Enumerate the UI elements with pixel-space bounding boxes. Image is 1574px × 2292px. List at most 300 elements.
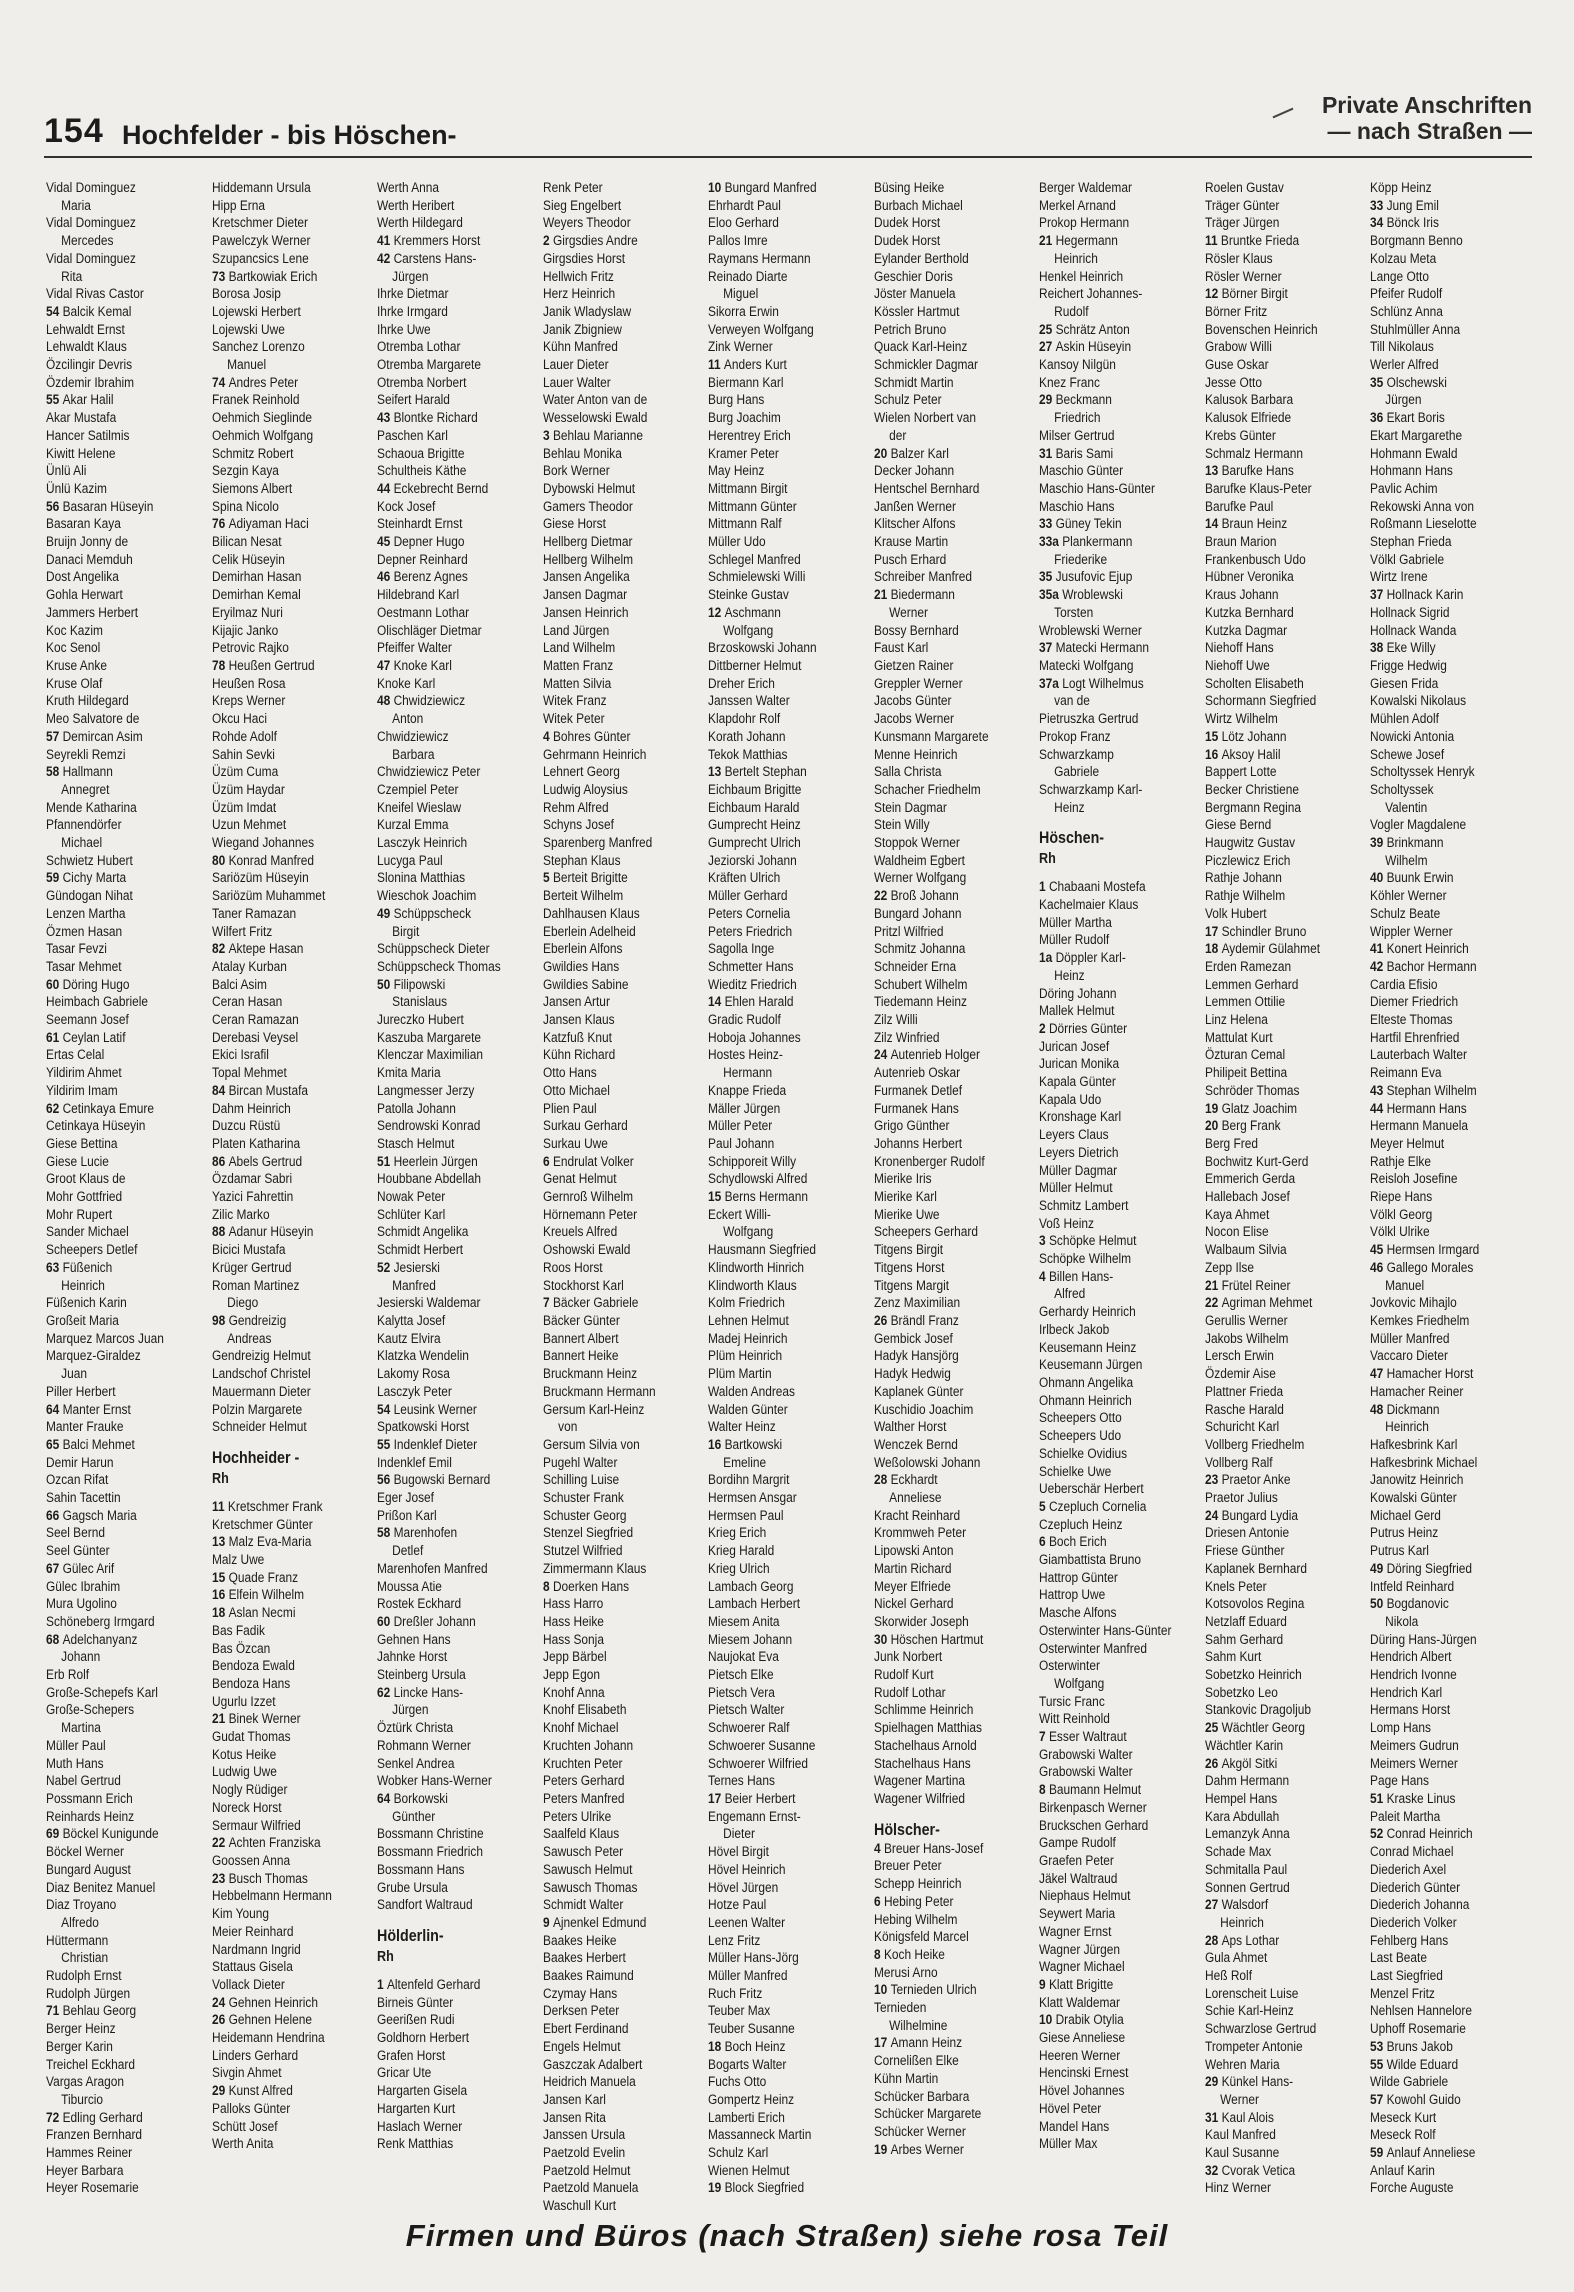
resident-name: Borosa Josip (211, 286, 281, 303)
house-number: 46 (377, 569, 394, 586)
directory-entry (708, 1596, 847, 1614)
house-number: 36 (1370, 410, 1387, 427)
resident-name: Piller Herbert (46, 1383, 116, 1400)
directory-entry (46, 2163, 185, 2181)
directory-entry (1370, 1047, 1509, 1065)
resident-name: Korath Johann (708, 728, 786, 745)
resident-name: Paetzold Helmut (542, 2162, 630, 2179)
resident-name: Arbes Werner (890, 2141, 964, 2158)
directory-entry (377, 1260, 516, 1278)
directory-entry (1205, 941, 1344, 959)
directory-entry (708, 1047, 847, 1065)
directory-entry (874, 1982, 1013, 2000)
directory-entry (543, 800, 682, 818)
resident-name: Busch Thomas (228, 1870, 308, 1887)
resident-name: Gamers Theodor (542, 498, 633, 515)
directory-entry (874, 569, 1013, 587)
resident-name: Matten Franz (542, 657, 613, 674)
directory-entry (1039, 800, 1178, 818)
directory-entry (874, 1947, 1013, 1965)
resident-name: Kijajic Janko (211, 622, 278, 639)
directory-entry (1205, 2145, 1344, 2163)
directory-entry (708, 2039, 847, 2057)
directory-entry (1205, 1756, 1344, 1774)
resident-name: Sieg Engelbert (542, 197, 621, 214)
directory-entry (1039, 640, 1178, 658)
house-number: 28 (873, 1472, 891, 1489)
directory-entry (874, 516, 1013, 534)
resident-name: Berteit Wilhelm (542, 888, 623, 905)
directory-entry (874, 1858, 1013, 1876)
directory-entry (1039, 932, 1178, 950)
resident-name: Billen Hans- (1048, 1268, 1114, 1285)
directory-entry (1205, 640, 1344, 658)
resident-name: Wirtz Wilhelm (1204, 711, 1278, 728)
directory-entry (1370, 1136, 1509, 1154)
directory-entry (874, 658, 1013, 676)
resident-name: Dreßler Johann (393, 1613, 476, 1630)
house-number: 8 (1039, 1782, 1049, 1799)
directory-entry (1205, 339, 1344, 357)
resident-name: Höschen Hartmut (890, 1631, 983, 1648)
resident-name: Kraus Johann (1204, 587, 1279, 604)
resident-name: Mittmann Ralf (708, 516, 782, 533)
directory-entry (543, 1260, 682, 1278)
resident-name: Zilz Willi (873, 1012, 918, 1029)
directory-entry (1370, 304, 1509, 322)
directory-entry (874, 764, 1013, 782)
directory-entry (46, 1579, 185, 1597)
resident-name: Jakobs Wilhelm (1204, 1330, 1288, 1347)
directory-entry (1039, 1127, 1178, 1145)
directory-entry (1370, 1809, 1509, 1827)
resident-name: Atalay Kurban (211, 958, 287, 975)
resident-name: Giese Bernd (1204, 817, 1271, 834)
resident-name: Mandel Hans (1039, 2118, 1110, 2135)
resident-name: Schlegel Manfred (708, 551, 801, 568)
directory-entry (1370, 233, 1509, 251)
directory-entry (1205, 1490, 1344, 1508)
house-number: 1 (1039, 879, 1049, 896)
directory-entry (708, 1880, 847, 1898)
resident-name: Teuber Max (708, 2003, 771, 2020)
directory-entry (1205, 1986, 1344, 2004)
directory-entry (874, 1738, 1013, 1756)
directory-entry (212, 747, 351, 765)
resident-name: Becker Christiene (1204, 781, 1299, 798)
directory-entry (708, 215, 847, 233)
house-number: 33 (1039, 516, 1056, 533)
directory-entry (1039, 1605, 1178, 1623)
resident-name: Friese Günther (1204, 1543, 1284, 1560)
resident-name: Muth Hans (46, 1755, 104, 1772)
resident-name: Hohmann Ewald (1370, 445, 1458, 462)
directory-entry (212, 1101, 351, 1119)
directory-entry (212, 286, 351, 304)
directory-entry (46, 499, 185, 517)
directory-entry (46, 870, 185, 888)
resident-name: Ohmann Angelika (1039, 1375, 1134, 1391)
resident-name: Erden Ramezan (1204, 958, 1291, 975)
directory-entry (377, 1862, 516, 1880)
resident-name: Gumprecht Ulrich (708, 835, 801, 852)
resident-name: Knohf Michael (542, 1720, 619, 1737)
resident-name: Sezgin Kaya (211, 463, 279, 480)
directory-entry (212, 1313, 351, 1331)
resident-name: Jesse Otto (1204, 374, 1262, 391)
resident-name: Mittmann Birgit (708, 480, 788, 497)
directory-entry (46, 764, 185, 782)
resident-name: Sariözüm Muhammet (211, 888, 325, 905)
resident-name: Annegret (61, 781, 110, 798)
directory-entry (1039, 1198, 1178, 1216)
resident-name: Kapala Günter (1039, 1074, 1116, 1091)
resident-name: Land Wilhelm (542, 640, 615, 657)
resident-name: Buunk Erwin (1386, 870, 1454, 887)
resident-name: Großeit Maria (46, 1313, 119, 1329)
resident-name: Marquez-Giraldez (46, 1348, 141, 1365)
house-number: 2 (542, 233, 553, 250)
resident-name: Kapala Udo (1039, 1091, 1102, 1108)
resident-name: Sahin Tacettin (46, 1490, 121, 1507)
resident-name: Otto Michael (542, 1082, 610, 1099)
resident-name: Klindworth Klaus (708, 1277, 797, 1294)
resident-name: Peters Ulrike (542, 1808, 611, 1825)
directory-entry (708, 2110, 847, 2128)
resident-name: Eckebrecht Bernd (393, 480, 489, 497)
page-header (44, 86, 1532, 150)
directory-entry (1205, 2163, 1344, 2181)
resident-name: Heimbach Gabriele (46, 994, 149, 1011)
directory-entry (1205, 1720, 1344, 1738)
resident-name: Bungard August (46, 1861, 131, 1878)
directory-entry (874, 1756, 1013, 1774)
directory-entry (543, 410, 682, 428)
directory-entry (708, 375, 847, 393)
resident-name: Szupancsics Lene (211, 250, 309, 267)
resident-name: Wilhelm (1385, 852, 1428, 869)
resident-name: Detlef (392, 1543, 424, 1560)
directory-entry (543, 1402, 682, 1420)
directory-entry (708, 1313, 847, 1331)
resident-name: Herz Heinrich (542, 286, 615, 303)
resident-name: Koch Heike (883, 1946, 945, 1963)
house-number: 48 (1370, 1401, 1387, 1418)
resident-name: Tasar Fevzi (46, 941, 107, 958)
resident-name: Plattner Frieda (1204, 1383, 1283, 1400)
directory-entry (874, 1702, 1013, 1720)
directory-entry (1370, 1773, 1509, 1791)
directory-entry (543, 569, 682, 587)
resident-name: Roman Martinez (211, 1277, 299, 1294)
resident-name: Jürgen (1385, 392, 1422, 409)
directory-entry (46, 1030, 185, 1048)
resident-name: Knohf Elisabeth (542, 1702, 626, 1719)
house-number: 57 (1370, 2091, 1387, 2108)
directory-entry (1039, 322, 1178, 340)
directory-entry (1205, 711, 1344, 729)
directory-entry (543, 1756, 682, 1774)
resident-name: Hausmann Siegfried (708, 1242, 816, 1259)
directory-entry (46, 322, 185, 340)
resident-name: Wagener Martina (873, 1773, 965, 1790)
resident-name: Merusi Arno (873, 1964, 938, 1981)
directory-entry (377, 2012, 516, 2030)
directory-entry (1205, 1136, 1344, 1154)
resident-name: Hermann (723, 1065, 773, 1082)
directory-entry (543, 1242, 682, 1260)
directory-entry (377, 1136, 516, 1154)
resident-name: Lemmen Gerhard (1204, 976, 1298, 993)
resident-name: Lucyga Paul (377, 852, 443, 869)
resident-name: Slonina Matthias (377, 870, 466, 887)
resident-name: Rohmann Werner (377, 1737, 471, 1754)
directory-entry (874, 1154, 1013, 1172)
resident-name: Ternieden Ulrich (890, 1982, 977, 1999)
resident-name: Füßenich Karin (46, 1295, 127, 1312)
directory-entry (543, 870, 682, 888)
directory-entry (377, 1977, 516, 1995)
resident-name: Nehlsen Hannelore (1370, 2003, 1473, 2020)
resident-name: Wilhelmine (888, 2017, 947, 2034)
directory-entry (1039, 1995, 1178, 2013)
directory-entry (212, 1065, 351, 1083)
resident-name: Schwoerer Ralf (708, 1720, 790, 1737)
resident-name: Burg Joachim (708, 410, 781, 427)
directory-entry (708, 2092, 847, 2110)
house-number: 21 (873, 587, 891, 604)
directory-entry (543, 180, 682, 198)
directory-entry (377, 2083, 516, 2101)
resident-name: Güney Tekin (1055, 516, 1122, 533)
resident-name: Kowohl Guido (1386, 2091, 1461, 2108)
house-number: 64 (377, 1790, 394, 1807)
resident-name: Heyer Rosemarie (46, 2180, 139, 2197)
resident-name: Jovkovic Mihajlo (1370, 1295, 1457, 1312)
resident-name: Vogler Magdalene (1370, 817, 1467, 834)
resident-name: Kunst Alfred (228, 2083, 293, 2100)
resident-name: Stanislaus (392, 994, 448, 1011)
directory-entry (377, 1083, 516, 1101)
directory-entry (708, 304, 847, 322)
directory-entry (543, 251, 682, 269)
resident-name: Hegermann (1055, 233, 1118, 250)
directory-entry (1039, 1641, 1178, 1659)
directory-entry (543, 215, 682, 233)
directory-entry (377, 1207, 516, 1225)
directory-entry (543, 1455, 682, 1473)
directory-entry (212, 446, 351, 464)
resident-name: Ceylan Latif (62, 1029, 126, 1046)
resident-name: Hendrich Ivonne (1370, 1667, 1457, 1684)
resident-name: Rösler Werner (1204, 268, 1282, 285)
house-number: 4 (873, 1840, 884, 1857)
directory-entry (46, 711, 185, 729)
resident-name: Hartfil Ehrenfried (1370, 1029, 1460, 1046)
directory-entry (1205, 552, 1344, 570)
directory-entry (46, 1543, 185, 1561)
resident-name: Bossmann Hans (377, 1861, 465, 1878)
resident-name: Diaz Troyano (46, 1897, 117, 1914)
resident-name: Stutzel Wilfried (542, 1543, 622, 1560)
directory-entry (543, 2003, 682, 2021)
resident-name: Schwarzkamp Karl- (1039, 781, 1143, 798)
resident-name: Schwarzlose Gertrud (1204, 2021, 1316, 2038)
directory-entry (708, 1490, 847, 1508)
directory-columns (46, 180, 1536, 2215)
resident-name: Heinrich (61, 1277, 105, 1294)
resident-name: Müller Udo (708, 534, 766, 551)
directory-entry (1205, 215, 1344, 233)
resident-name: Hendrich Karl (1370, 1684, 1443, 1701)
resident-name: Öztürk Christa (377, 1720, 454, 1737)
directory-entry (543, 446, 682, 464)
directory-entry (1205, 1348, 1344, 1366)
resident-name: Girgsdies Horst (542, 250, 625, 267)
resident-name: Heidemann Hendrina (211, 2030, 325, 2047)
resident-name: Lersch Erwin (1204, 1348, 1274, 1365)
resident-name: Hadyk Hansjörg (873, 1348, 959, 1365)
resident-name: Konrad Manfred (228, 852, 314, 869)
house-number: 15 (211, 1569, 229, 1586)
resident-name: Otremba Lothar (377, 339, 461, 356)
resident-name: Bruntke Frieda (1220, 233, 1299, 250)
directory-entry (46, 747, 185, 765)
directory-entry (212, 304, 351, 322)
directory-entry (212, 693, 351, 711)
house-number: 54 (46, 303, 63, 320)
resident-name: Schlünz Anna (1370, 303, 1443, 320)
directory-entry (46, 1136, 185, 1154)
resident-name: Olischläger Dietmar (377, 622, 482, 639)
resident-name: Schmetter Hans (708, 958, 794, 975)
resident-name: Müller Martha (1039, 914, 1112, 931)
directory-entry (1370, 605, 1509, 623)
directory-entry (708, 1348, 847, 1366)
resident-name: Werth Heribert (377, 197, 455, 214)
house-number: 56 (46, 498, 63, 515)
directory-entry (543, 1525, 682, 1543)
resident-name: der (888, 427, 906, 444)
directory-entry (708, 1773, 847, 1791)
directory-entry (377, 2136, 516, 2154)
house-number: 9 (542, 1914, 553, 1931)
house-number: 5 (1039, 1498, 1049, 1515)
directory-entry (543, 2021, 682, 2039)
resident-name: Bruckschen Gerhard (1039, 1817, 1149, 1834)
resident-name: Akar Halil (62, 392, 114, 409)
directory-entry (212, 1853, 351, 1871)
resident-name: Kretschmer Dieter (211, 215, 308, 232)
resident-name: Kronenberger Rudolf (873, 1153, 985, 1170)
directory-entry (1370, 1791, 1509, 1809)
resident-name: Manter Frauke (46, 1419, 124, 1436)
directory-entry (543, 2127, 682, 2145)
resident-name: Hermans Horst (1370, 1702, 1451, 1719)
directory-entry (1039, 1800, 1178, 1818)
directory-entry (543, 1331, 682, 1349)
directory-entry (1370, 1154, 1509, 1172)
resident-name: Schütt Josef (211, 2118, 278, 2135)
resident-name: Köhler Werner (1370, 888, 1447, 905)
house-number: 29 (1039, 392, 1056, 409)
resident-name: Schwoerer Susanne (708, 1737, 816, 1754)
directory-entry (46, 1419, 185, 1437)
directory-entry (874, 1065, 1013, 1083)
resident-name: Ünlü Ali (46, 463, 87, 480)
directory-entry (1370, 481, 1509, 499)
directory-entry (874, 322, 1013, 340)
directory-entry (212, 2083, 351, 2101)
resident-name: Hövel Jürgen (708, 1879, 779, 1896)
directory-entry (543, 888, 682, 906)
directory-entry (543, 1844, 682, 1862)
directory-entry (212, 1888, 351, 1906)
column-7 (1039, 180, 1178, 2192)
resident-name: Scholtyssek (1370, 781, 1434, 798)
directory-entry (1370, 1844, 1509, 1862)
resident-name: Völkl Gabriele (1370, 551, 1445, 568)
resident-name: Kremmers Horst (393, 233, 481, 250)
resident-name: Tekok Matthias (708, 746, 788, 763)
directory-entry (1205, 835, 1344, 853)
resident-name: Gerhardy Heinrich (1039, 1304, 1136, 1321)
resident-name: Quade Franz (228, 1569, 298, 1586)
directory-entry (874, 817, 1013, 835)
resident-name: Jürgen (392, 268, 429, 285)
directory-entry (46, 1950, 185, 1968)
resident-name: Blontke Richard (393, 410, 478, 427)
resident-name: van de (1054, 693, 1090, 710)
directory-entry (46, 959, 185, 977)
directory-entry (212, 1224, 351, 1242)
resident-name: Furmanek Hans (873, 1100, 959, 1117)
directory-entry (1039, 446, 1178, 464)
directory-entry (46, 817, 185, 835)
directory-entry (212, 941, 351, 959)
directory-entry (1205, 693, 1344, 711)
directory-entry (543, 1968, 682, 1986)
resident-name: Matten Silvia (542, 675, 611, 692)
resident-name: Taner Ramazan (211, 905, 296, 922)
directory-entry (1205, 924, 1344, 942)
resident-name: Kühn Richard (542, 1047, 615, 1064)
resident-name: Heinz (1054, 799, 1085, 816)
resident-name: Bogarts Walter (708, 2056, 787, 2073)
resident-name: Behlau Marianne (552, 427, 643, 444)
directory-entry (874, 2018, 1013, 2036)
resident-name: Rudolph Ernst (46, 1968, 122, 1985)
resident-name: Autenrieb Oskar (873, 1065, 960, 1082)
directory-entry (1205, 1915, 1344, 1933)
directory-entry (212, 1942, 351, 1960)
resident-name: Baumann Helmut (1048, 1782, 1142, 1799)
resident-name: Schmickler Dagmar (873, 357, 978, 374)
house-number: 51 (1370, 1790, 1387, 1807)
resident-name: Christian (61, 1950, 109, 1967)
resident-name: Walther Horst (873, 1419, 946, 1436)
directory-entry (377, 1543, 516, 1561)
house-number: 78 (211, 657, 229, 674)
house-number: 4 (542, 728, 553, 745)
house-number: 1 (377, 1976, 387, 1993)
directory-entry (543, 233, 682, 251)
directory-entry (543, 2092, 682, 2110)
directory-entry (874, 1313, 1013, 1331)
resident-name: Bartkowiak Erich (228, 268, 317, 285)
directory-entry (1370, 835, 1509, 853)
directory-entry (46, 1118, 185, 1136)
